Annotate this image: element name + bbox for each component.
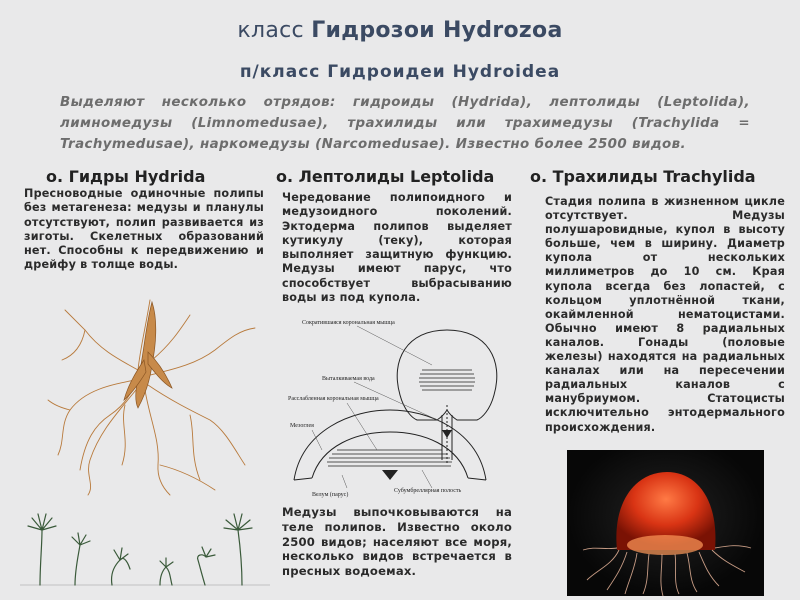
- slide-subtitle: п/класс Гидроидеи Hydroidea: [239, 62, 561, 82]
- label-ejected-water: Выталкиваемая вода: [322, 376, 375, 382]
- hydrida-text: Пресноводные одиночные полипы без метагенеза: медузы и планулы отсутствуют, полип развивается из зиготы. Скелетных образований нет. Способны к передвижению и дрейфу в толще воды.: [24, 187, 264, 272]
- label-relaxed-muscle: Расслабленная корональная мышца: [288, 396, 379, 402]
- trachylida-heading: о. Трахилиды Trachylida: [530, 167, 756, 186]
- trachylida-medusa-photo: [567, 450, 764, 596]
- leptolida-heading: о. Лептолиды Leptolida: [276, 167, 495, 186]
- polyp-sequence-illustration: [20, 505, 270, 590]
- leptolida-text-2: Медузы выпочковываются на теле полипов. Известно около 2500 видов; населяют все моря, несколько видов встречается в пресных водоемах.: [282, 505, 512, 579]
- medusa-velum-diagram: [282, 310, 522, 500]
- title-prefix: класс: [237, 18, 304, 43]
- hydra-illustration: [40, 290, 265, 500]
- label-velum: Велум (парус): [312, 492, 349, 498]
- label-mesoglea: Мезоглея: [290, 423, 314, 429]
- label-subumbrellar: Субумбреллярная полость: [394, 488, 462, 494]
- leptolida-text: Чередование полипоидного и медузоидного поколений. Эктодерма полипов выделяет кутикулу (теку), которая выполняет защитную функцию. Медузы имеют парус, что способствует выбрасыванию воды из под купола.: [282, 191, 512, 305]
- slide-title: [0, 18, 800, 43]
- trachylida-text: Стадия полипа в жизненном цикле отсутствует. Медузы полушаровидные, купол в высоту больше, чем в ширину. Диаметр купола от нескольких миллиметров до 10 см. Края купола всегда без лопастей, с кольцом уплотнённой ткани, окаймленной нематоцистами. Обычно имеют 8 радиальных каналов. Гонады (половые железы) находятся на радиальных каналах или на пересечении радиальных каналов с манубриумом. Статоцисты исключительно энтодермального происхождения.: [545, 195, 785, 434]
- intro-paragraph: Выделяют несколько отрядов: гидроиды (Hydrida), лептолиды (Leptolida), лимномедузы (Limnomedusae), трахилиды или трахимедузы (Trachylida = Trachymedusae), наркомедузы (Narcomedusae). Известно более 2500 видов.: [60, 95, 750, 152]
- label-contracted-muscle: Сократившаяся корональная мышца: [302, 320, 395, 326]
- title-main: Гидрозои Hydrozoa: [311, 18, 563, 43]
- hydrida-heading: о. Гидры Hydrida: [46, 167, 206, 186]
